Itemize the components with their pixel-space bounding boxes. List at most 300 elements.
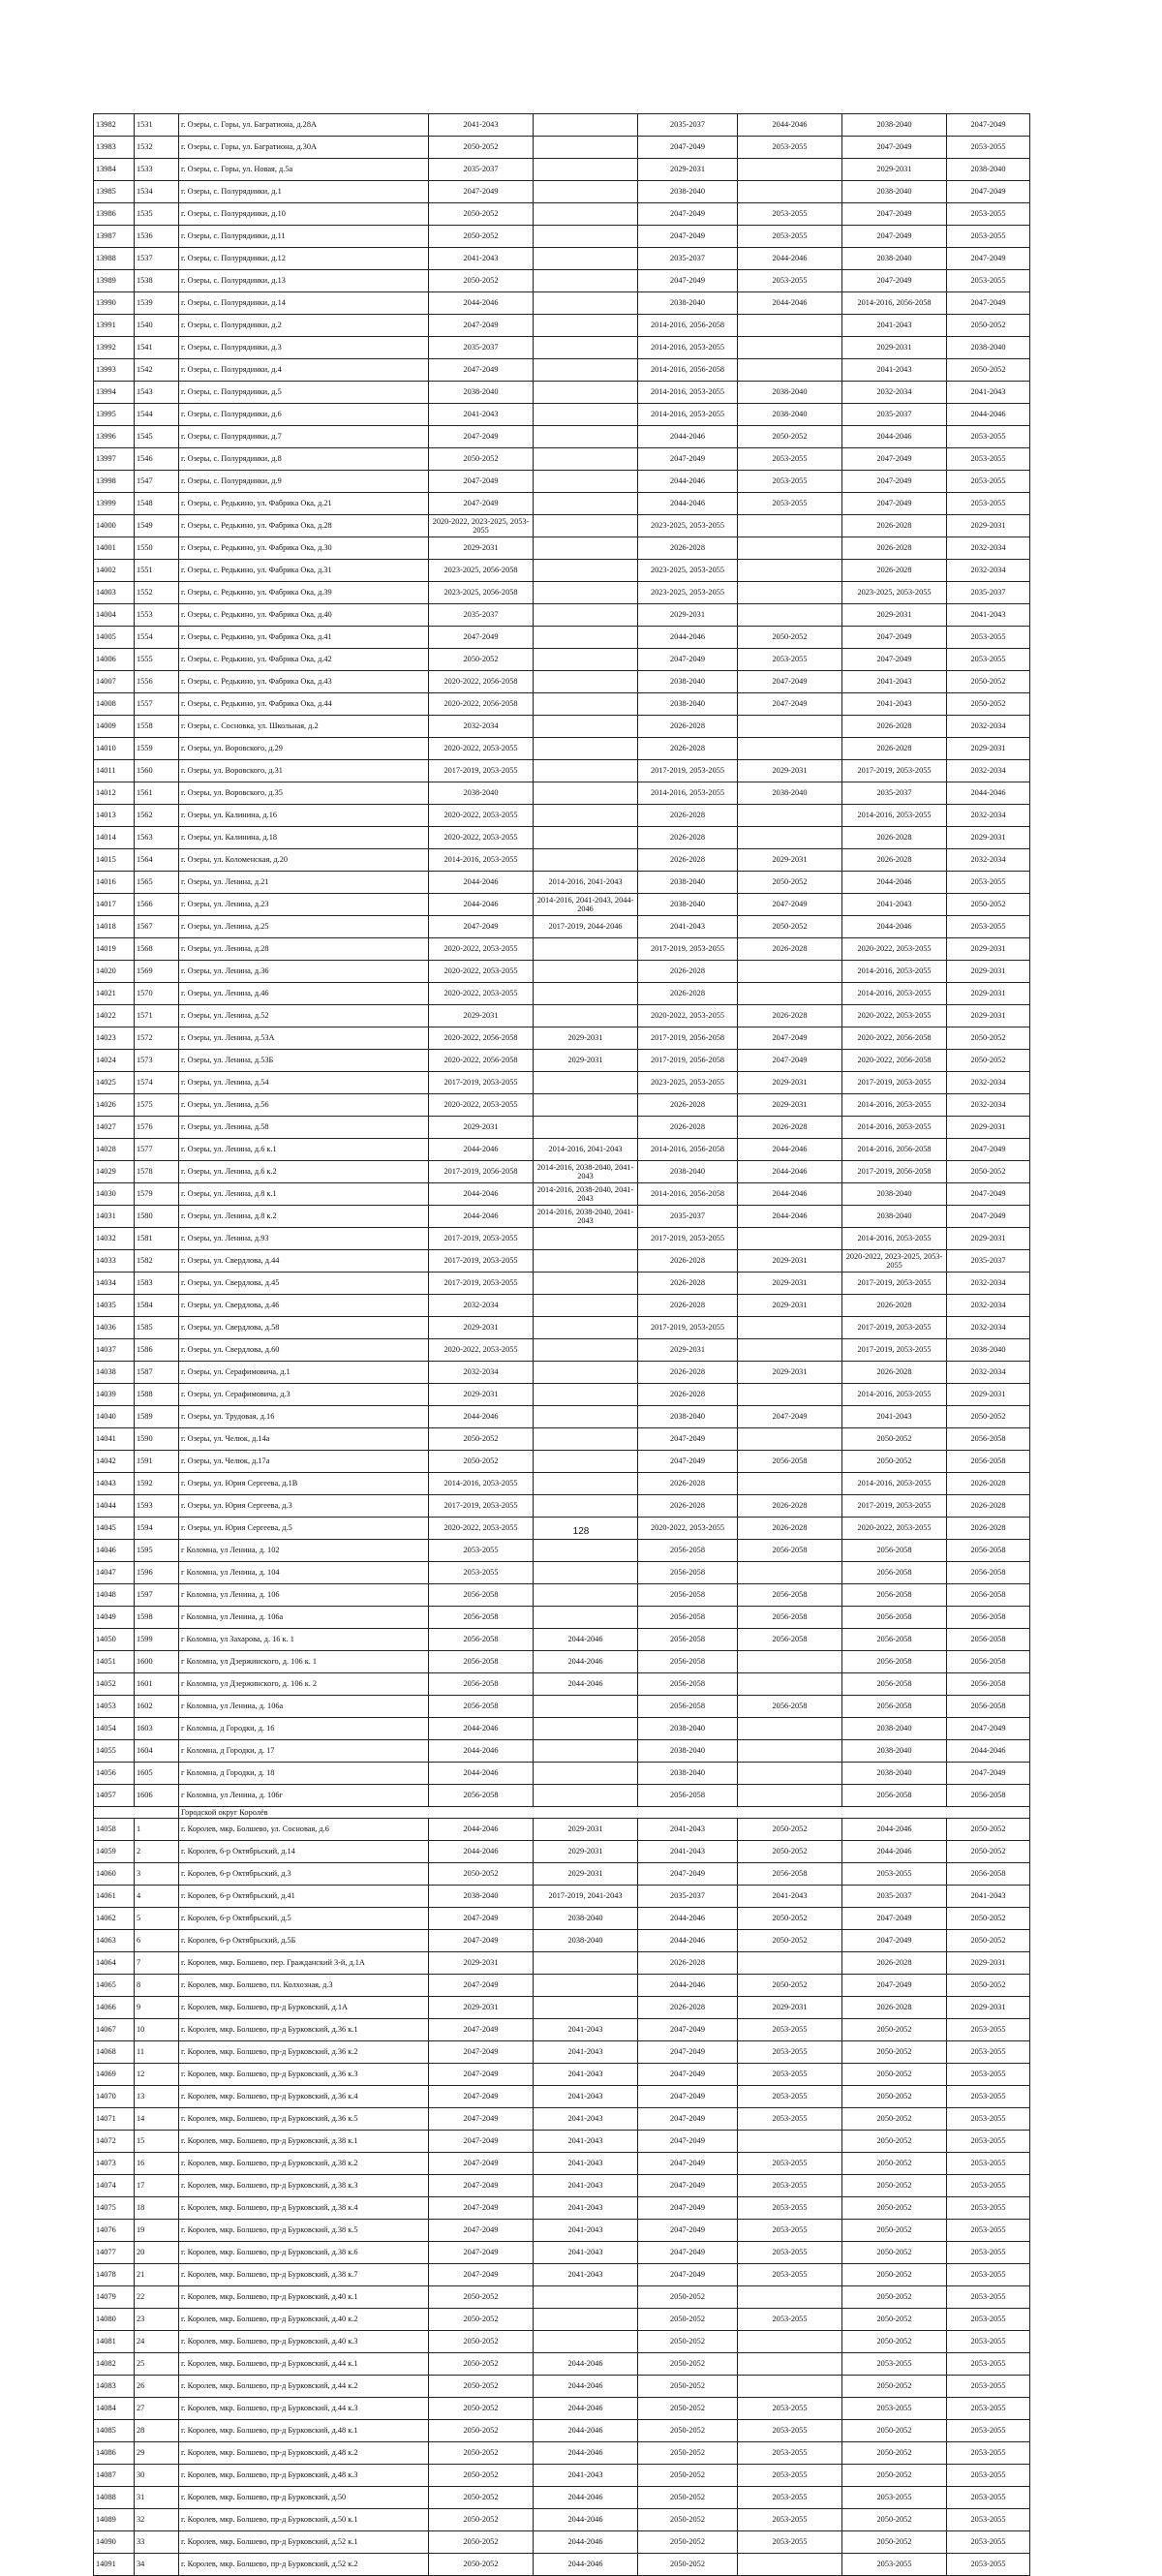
period-cell-6: 2047-2049 (947, 292, 1030, 315)
table-row (94, 2286, 1030, 2309)
table-row (94, 738, 1030, 760)
period-cell-4 (738, 1673, 842, 1696)
period-cell-3: 2029-2031 (638, 1339, 738, 1362)
address-cell: г. Озеры, с. Редькино, ул. Фабрика Ока, д.21 (179, 493, 429, 515)
period-cell-2 (534, 471, 638, 493)
period-cell-6: 2029-2031 (947, 983, 1030, 1005)
row-number: 14080 (94, 2309, 135, 2331)
table-row (94, 1629, 1030, 1651)
period-cell-3: 2023-2025, 2053-2055 (638, 515, 738, 537)
document-page (93, 113, 1029, 2576)
period-cell-4: 2044-2046 (738, 1139, 842, 1161)
table-row (94, 2309, 1030, 2331)
period-cell-5: 2026-2028 (842, 827, 947, 849)
item-number: 1552 (135, 582, 179, 604)
period-cell-1: 2014-2016, 2053-2055 (429, 849, 534, 872)
address-cell: г. Озеры, ул. Ленина, д.52 (179, 1005, 429, 1027)
item-number: 1567 (135, 916, 179, 938)
period-cell-5: 2050-2052 (842, 2108, 947, 2131)
period-cell-1: 2029-2031 (429, 1117, 534, 1139)
period-cell-3: 2026-2028 (638, 961, 738, 983)
address-cell: г. Озеры, ул. Челюк, д.17а (179, 1451, 429, 1473)
period-cell-3: 2029-2031 (638, 159, 738, 181)
period-cell-4: 2050-2052 (738, 1819, 842, 1841)
period-cell-2: 2041-2043 (534, 2220, 638, 2242)
item-number: 1600 (135, 1651, 179, 1673)
period-cell-3: 2038-2040 (638, 1718, 738, 1740)
period-cell-5: 2056-2058 (842, 1673, 947, 1696)
period-cell-5: 2032-2034 (842, 382, 947, 404)
row-number: 14010 (94, 738, 135, 760)
period-cell-3: 2023-2025, 2053-2055 (638, 582, 738, 604)
period-cell-3: 2026-2028 (638, 738, 738, 760)
period-cell-1: 2050-2052 (429, 203, 534, 226)
row-number: 14031 (94, 1206, 135, 1228)
period-cell-5: 2050-2052 (842, 2131, 947, 2153)
table-row (94, 181, 1030, 203)
item-number: 1576 (135, 1117, 179, 1139)
period-cell-1: 2050-2052 (429, 2331, 534, 2353)
period-cell-4: 2053-2055 (738, 448, 842, 471)
item-number: 1555 (135, 649, 179, 671)
item-number: 1581 (135, 1228, 179, 1250)
period-cell-2 (534, 1273, 638, 1295)
period-cell-5: 2020-2022, 2053-2055 (842, 1005, 947, 1027)
period-cell-6: 2029-2031 (947, 827, 1030, 849)
period-cell-1: 2050-2052 (429, 2465, 534, 2487)
address-cell: г. Королев, мкр. Болшево, пр-д Бурковский, д.52 к.1 (179, 2531, 429, 2554)
period-cell-2 (534, 2309, 638, 2331)
section-spacer (94, 1807, 179, 1819)
period-cell-4: 2047-2049 (738, 1027, 842, 1050)
item-number: 16 (135, 2153, 179, 2175)
row-number: 14050 (94, 1629, 135, 1651)
period-cell-2 (534, 582, 638, 604)
table-row (94, 1273, 1030, 1295)
period-cell-6: 2053-2055 (947, 2531, 1030, 2554)
period-cell-5: 2026-2028 (842, 1362, 947, 1384)
period-cell-5: 2044-2046 (842, 1819, 947, 1841)
period-cell-6: 2056-2058 (947, 1785, 1030, 1807)
period-cell-5: 2047-2049 (842, 1908, 947, 1930)
period-cell-1: 2050-2052 (429, 448, 534, 471)
period-cell-3: 2017-2019, 2056-2058 (638, 1027, 738, 1050)
period-cell-6: 2029-2031 (947, 1997, 1030, 2019)
address-cell: г. Озеры, с. Горы, ул. Багратиона, д.30А (179, 137, 429, 159)
row-number: 14061 (94, 1886, 135, 1908)
table-row (94, 2220, 1030, 2242)
table-row (94, 493, 1030, 515)
period-cell-6: 2032-2034 (947, 1295, 1030, 1317)
item-number: 33 (135, 2531, 179, 2554)
period-cell-1: 2044-2046 (429, 1406, 534, 1428)
table-row (94, 2086, 1030, 2108)
period-cell-5: 2038-2040 (842, 1763, 947, 1785)
address-cell: г. Озеры, ул. Свердлова, д.44 (179, 1250, 429, 1273)
period-cell-6: 2044-2046 (947, 1740, 1030, 1763)
period-cell-5: 2017-2019, 2053-2055 (842, 760, 947, 782)
period-cell-2 (534, 760, 638, 782)
item-number: 1564 (135, 849, 179, 872)
item-number: 1599 (135, 1629, 179, 1651)
table-row (94, 382, 1030, 404)
period-cell-4: 2053-2055 (738, 2264, 842, 2286)
table-row (94, 292, 1030, 315)
address-cell: г. Озеры, ул. Ленина, д.28 (179, 938, 429, 961)
row-number: 13998 (94, 471, 135, 493)
table-row (94, 693, 1030, 716)
period-cell-3: 2050-2052 (638, 2531, 738, 2554)
period-cell-2: 2029-2031 (534, 1027, 638, 1050)
period-cell-3: 2020-2022, 2053-2055 (638, 1518, 738, 1540)
period-cell-5: 2014-2016, 2053-2055 (842, 805, 947, 827)
period-cell-5: 2056-2058 (842, 1629, 947, 1651)
period-cell-4 (738, 983, 842, 1005)
row-number: 14089 (94, 2509, 135, 2531)
period-cell-1: 2020-2022, 2056-2058 (429, 671, 534, 693)
period-cell-6: 2029-2031 (947, 1005, 1030, 1027)
period-cell-6: 2032-2034 (947, 1072, 1030, 1094)
period-cell-4: 2053-2055 (738, 2487, 842, 2509)
address-cell: г. Озеры, ул. Ленина, д.21 (179, 872, 429, 894)
period-cell-1: 2050-2052 (429, 2353, 534, 2376)
period-cell-2 (534, 1428, 638, 1451)
period-cell-6: 2050-2052 (947, 1930, 1030, 1952)
row-number: 14015 (94, 849, 135, 872)
table-row (94, 604, 1030, 627)
row-number: 14062 (94, 1908, 135, 1930)
row-number: 14043 (94, 1473, 135, 1495)
period-cell-1: 2050-2052 (429, 2420, 534, 2442)
period-cell-2: 2044-2046 (534, 2509, 638, 2531)
address-cell: г. Королев, мкр. Болшево, пл. Колхозная, д.3 (179, 1975, 429, 1997)
period-cell-3: 2038-2040 (638, 1763, 738, 1785)
period-cell-3: 2035-2037 (638, 1886, 738, 1908)
table-row (94, 1841, 1030, 1863)
row-number: 14058 (94, 1819, 135, 1841)
address-cell: г. Озеры, с. Редькино, ул. Фабрика Ока, д.44 (179, 693, 429, 716)
period-cell-6: 2050-2052 (947, 1406, 1030, 1428)
period-cell-4: 2053-2055 (738, 2019, 842, 2041)
item-number: 4 (135, 1886, 179, 1908)
period-cell-1: 2047-2049 (429, 627, 534, 649)
address-cell: г. Озеры, с. Полурядинки, д.8 (179, 448, 429, 471)
period-cell-1: 2050-2052 (429, 2531, 534, 2554)
row-number: 14039 (94, 1384, 135, 1406)
period-cell-1: 2056-2058 (429, 1584, 534, 1607)
table-row (94, 2420, 1030, 2442)
period-cell-6: 2053-2055 (947, 872, 1030, 894)
period-cell-5: 2014-2016, 2053-2055 (842, 1117, 947, 1139)
table-row (94, 1763, 1030, 1785)
period-cell-2 (534, 2286, 638, 2309)
period-cell-1: 2017-2019, 2053-2055 (429, 1273, 534, 1295)
item-number: 1543 (135, 382, 179, 404)
period-cell-5: 2038-2040 (842, 1206, 947, 1228)
period-cell-2: 2029-2031 (534, 1819, 638, 1841)
period-cell-4: 2053-2055 (738, 471, 842, 493)
period-cell-5: 2047-2049 (842, 627, 947, 649)
period-cell-4: 2053-2055 (738, 2398, 842, 2420)
period-cell-1: 2032-2034 (429, 1295, 534, 1317)
item-number: 1539 (135, 292, 179, 315)
period-cell-5: 2047-2049 (842, 270, 947, 292)
address-cell: г Коломна, ул Ленина, д. 106г (179, 1785, 429, 1807)
address-cell: г. Королев, мкр. Болшево, пр-д Бурковский, д.44 к.2 (179, 2376, 429, 2398)
item-number: 1553 (135, 604, 179, 627)
period-cell-4: 2053-2055 (738, 2309, 842, 2331)
period-cell-5: 2017-2019, 2053-2055 (842, 1339, 947, 1362)
table-row (94, 1027, 1030, 1050)
address-cell: г. Озеры, ул. Калинина, д.18 (179, 827, 429, 849)
period-cell-2 (534, 827, 638, 849)
table-row (94, 1117, 1030, 1139)
period-cell-1: 2020-2022, 2053-2055 (429, 827, 534, 849)
period-cell-1: 2056-2058 (429, 1696, 534, 1718)
period-cell-3: 2026-2028 (638, 1117, 738, 1139)
period-cell-1: 2023-2025, 2056-2058 (429, 560, 534, 582)
period-cell-1: 2047-2049 (429, 1975, 534, 1997)
table-row (94, 894, 1030, 916)
period-cell-4 (738, 1785, 842, 1807)
period-cell-1: 2047-2049 (429, 493, 534, 515)
period-cell-3: 2050-2052 (638, 2420, 738, 2442)
period-cell-4 (738, 1228, 842, 1250)
period-cell-3: 2026-2028 (638, 1273, 738, 1295)
row-number: 14013 (94, 805, 135, 827)
period-cell-3: 2029-2031 (638, 604, 738, 627)
period-cell-3: 2047-2049 (638, 1451, 738, 1473)
period-cell-5: 2056-2058 (842, 1785, 947, 1807)
period-cell-4: 2029-2031 (738, 1094, 842, 1117)
period-cell-3: 2047-2049 (638, 2041, 738, 2064)
period-cell-3: 2056-2058 (638, 1651, 738, 1673)
address-cell: г. Озеры, с. Редькино, ул. Фабрика Ока, д.30 (179, 537, 429, 560)
item-number: 1557 (135, 693, 179, 716)
period-cell-2 (534, 1005, 638, 1027)
table-body (94, 114, 1030, 2576)
table-row (94, 1473, 1030, 1495)
period-cell-1: 2029-2031 (429, 1005, 534, 1027)
table-row (94, 2398, 1030, 2420)
period-cell-6: 2053-2055 (947, 2264, 1030, 2286)
item-number: 1549 (135, 515, 179, 537)
address-cell: г Коломна, ул Ленина, д. 106а (179, 1696, 429, 1718)
period-cell-5: 2014-2016, 2053-2055 (842, 1384, 947, 1406)
address-cell: г. Озеры, ул. Свердлова, д.58 (179, 1317, 429, 1339)
period-cell-6: 2032-2034 (947, 760, 1030, 782)
row-number: 14035 (94, 1295, 135, 1317)
period-cell-5: 2050-2052 (842, 2197, 947, 2220)
item-number: 14 (135, 2108, 179, 2131)
period-cell-1: 2044-2046 (429, 894, 534, 916)
address-cell: г. Озеры, с. Полурядинки, д.6 (179, 404, 429, 426)
period-cell-5: 2038-2040 (842, 181, 947, 203)
item-number: 11 (135, 2041, 179, 2064)
period-cell-2 (534, 961, 638, 983)
period-cell-6: 2044-2046 (947, 404, 1030, 426)
row-number: 14077 (94, 2242, 135, 2264)
row-number: 14011 (94, 760, 135, 782)
address-cell: г Коломна, ул Захарова, д. 16 к. 1 (179, 1629, 429, 1651)
item-number: 1580 (135, 1206, 179, 1228)
period-cell-6: 2056-2058 (947, 1562, 1030, 1584)
row-number: 14019 (94, 938, 135, 961)
period-cell-4: 2056-2058 (738, 1540, 842, 1562)
period-cell-4 (738, 560, 842, 582)
item-number: 1594 (135, 1518, 179, 1540)
period-cell-2: 2044-2046 (534, 2376, 638, 2398)
period-cell-2: 2041-2043 (534, 2153, 638, 2175)
address-cell: г. Королев, мкр. Болшево, пр-д Бурковский, д.36 к.3 (179, 2064, 429, 2086)
item-number: 31 (135, 2487, 179, 2509)
address-cell: г. Королев, 6-р Октябрьский, д.5Б (179, 1930, 429, 1952)
table-row (94, 1819, 1030, 1841)
item-number: 1598 (135, 1607, 179, 1629)
table-row (94, 872, 1030, 894)
period-cell-4: 2047-2049 (738, 693, 842, 716)
period-cell-6: 2032-2034 (947, 1094, 1030, 1117)
period-cell-3: 2050-2052 (638, 2442, 738, 2465)
period-cell-4: 2056-2058 (738, 1629, 842, 1651)
row-number: 14074 (94, 2175, 135, 2197)
period-cell-3: 2035-2037 (638, 114, 738, 137)
period-cell-1: 2050-2052 (429, 137, 534, 159)
item-number: 1531 (135, 114, 179, 137)
address-cell: г. Озеры, ул. Юрия Сергеева, д.3 (179, 1495, 429, 1518)
table-row (94, 2064, 1030, 2086)
period-cell-1: 2023-2025, 2056-2058 (429, 582, 534, 604)
period-cell-6: 2056-2058 (947, 1428, 1030, 1451)
row-number: 14028 (94, 1139, 135, 1161)
row-number: 14046 (94, 1540, 135, 1562)
row-number: 14081 (94, 2331, 135, 2353)
period-cell-2 (534, 1495, 638, 1518)
period-cell-4: 2044-2046 (738, 248, 842, 270)
period-cell-3: 2050-2052 (638, 2487, 738, 2509)
period-cell-2: 2041-2043 (534, 2108, 638, 2131)
address-cell: г. Озеры, с. Полурядинки, д.5 (179, 382, 429, 404)
row-number: 14033 (94, 1250, 135, 1273)
table-row (94, 2041, 1030, 2064)
row-number: 14073 (94, 2153, 135, 2175)
period-cell-5: 2041-2043 (842, 1406, 947, 1428)
period-cell-2 (534, 114, 638, 137)
address-cell: г. Озеры, ул. Трудовая, д.16 (179, 1406, 429, 1428)
table-row (94, 426, 1030, 448)
period-cell-6: 2053-2055 (947, 2554, 1030, 2576)
period-cell-5: 2014-2016, 2053-2055 (842, 1094, 947, 1117)
period-cell-3: 2041-2043 (638, 1841, 738, 1863)
address-cell: г. Озеры, с. Полурядинки, д.3 (179, 337, 429, 359)
period-cell-3: 2044-2046 (638, 471, 738, 493)
item-number: 1589 (135, 1406, 179, 1428)
period-cell-1: 2047-2049 (429, 315, 534, 337)
item-number: 1554 (135, 627, 179, 649)
period-cell-2 (534, 493, 638, 515)
item-number: 1579 (135, 1183, 179, 1206)
period-cell-3: 2014-2016, 2053-2055 (638, 404, 738, 426)
row-number: 13991 (94, 315, 135, 337)
item-number: 1568 (135, 938, 179, 961)
period-cell-4: 2053-2055 (738, 2509, 842, 2531)
period-cell-3: 2050-2052 (638, 2465, 738, 2487)
period-cell-3: 2044-2046 (638, 493, 738, 515)
period-cell-2 (534, 203, 638, 226)
period-cell-4: 2053-2055 (738, 2420, 842, 2442)
item-number: 1583 (135, 1273, 179, 1295)
period-cell-1: 2038-2040 (429, 382, 534, 404)
period-cell-1: 2047-2049 (429, 1930, 534, 1952)
period-cell-6: 2026-2028 (947, 1495, 1030, 1518)
period-cell-2 (534, 1785, 638, 1807)
period-cell-4 (738, 2353, 842, 2376)
period-cell-1: 2047-2049 (429, 1908, 534, 1930)
table-row (94, 1540, 1030, 1562)
period-cell-6: 2053-2055 (947, 471, 1030, 493)
period-cell-6: 2053-2055 (947, 627, 1030, 649)
period-cell-5: 2026-2028 (842, 716, 947, 738)
period-cell-2 (534, 270, 638, 292)
period-cell-1: 2044-2046 (429, 1740, 534, 1763)
item-number: 27 (135, 2398, 179, 2420)
period-cell-5: 2047-2049 (842, 1930, 947, 1952)
table-row (94, 1406, 1030, 1428)
address-cell: г. Озеры, ул. Свердлова, д.46 (179, 1295, 429, 1317)
period-cell-4 (738, 1718, 842, 1740)
period-cell-6: 2032-2034 (947, 1273, 1030, 1295)
address-cell: г. Озеры, с. Полурядинки, д.9 (179, 471, 429, 493)
period-cell-2 (534, 1540, 638, 1562)
table-row (94, 1161, 1030, 1183)
table-row (94, 1072, 1030, 1094)
table-row (94, 1183, 1030, 1206)
period-cell-2: 2041-2043 (534, 2064, 638, 2086)
period-cell-6: 2032-2034 (947, 1362, 1030, 1384)
item-number: 1587 (135, 1362, 179, 1384)
period-cell-5: 2056-2058 (842, 1607, 947, 1629)
period-cell-6: 2053-2055 (947, 2086, 1030, 2108)
table-row (94, 805, 1030, 827)
period-cell-3: 2047-2049 (638, 649, 738, 671)
period-cell-6: 2041-2043 (947, 1886, 1030, 1908)
period-cell-1: 2041-2043 (429, 248, 534, 270)
period-cell-5: 2038-2040 (842, 248, 947, 270)
period-cell-1: 2029-2031 (429, 1997, 534, 2019)
period-cell-4: 2053-2055 (738, 203, 842, 226)
period-cell-1: 2044-2046 (429, 1718, 534, 1740)
period-cell-1: 2044-2046 (429, 1763, 534, 1785)
period-cell-1: 2038-2040 (429, 782, 534, 805)
period-cell-3: 2026-2028 (638, 827, 738, 849)
period-cell-3: 2026-2028 (638, 1295, 738, 1317)
item-number: 3 (135, 1863, 179, 1886)
period-cell-3: 2026-2028 (638, 983, 738, 1005)
period-cell-3: 2044-2046 (638, 1908, 738, 1930)
period-cell-1: 2047-2049 (429, 2220, 534, 2242)
period-cell-5: 2050-2052 (842, 2286, 947, 2309)
period-cell-1: 2047-2049 (429, 2197, 534, 2220)
period-cell-6: 2053-2055 (947, 2220, 1030, 2242)
item-number: 1577 (135, 1139, 179, 1161)
row-number: 14004 (94, 604, 135, 627)
period-cell-1: 2044-2046 (429, 1139, 534, 1161)
period-cell-6: 2032-2034 (947, 805, 1030, 827)
period-cell-1: 2047-2049 (429, 2041, 534, 2064)
period-cell-4 (738, 1384, 842, 1406)
period-cell-2 (534, 627, 638, 649)
period-cell-2 (534, 1763, 638, 1785)
